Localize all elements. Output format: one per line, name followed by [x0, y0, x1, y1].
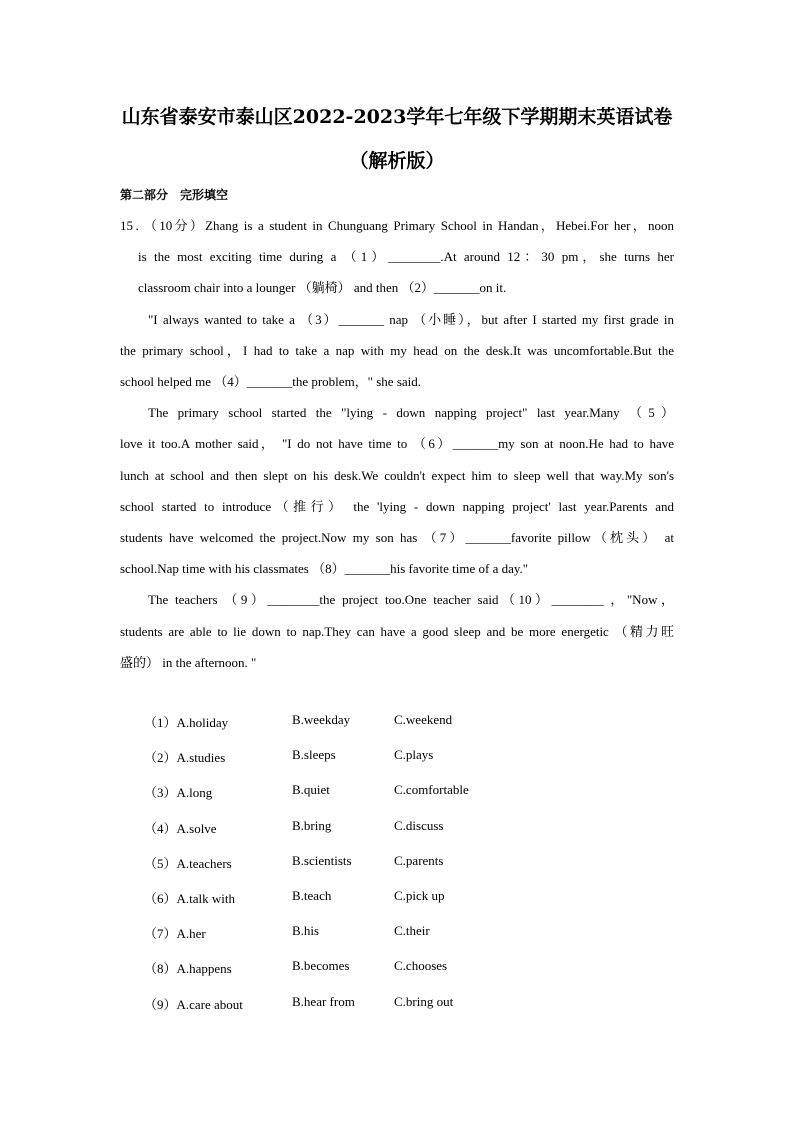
passage-line: 盛的） in the afternoon. ": [120, 654, 257, 670]
passage-line: school.Nap time with his classmates （8）_______his favorite time of a day.": [120, 561, 529, 577]
option-c: C.their: [394, 923, 430, 939]
option-b: B.sleeps: [292, 747, 336, 763]
answer-options: [144, 712, 544, 1029]
option-c: C.weekend: [394, 712, 453, 727]
passage-line: is the most exciting time during a （1）________.At around 12：30 pm，she turns her: [138, 249, 674, 265]
option-row: [144, 782, 544, 817]
passage-line: students have welcomed the project.Now my son has （7）_______favorite pillow（枕头） at: [120, 530, 674, 546]
passage-line: The teachers （9）________the project too.One teacher said（10）________ ，"Now，: [148, 592, 674, 608]
option-row: [144, 818, 544, 853]
option-c: C.chooses: [394, 958, 448, 974]
option-row: [144, 853, 544, 888]
cloze-passage: [120, 210, 674, 678]
option-b: B.teach: [292, 887, 332, 903]
option-c: C.comfortable: [394, 782, 469, 798]
passage-line: love it too.A mother said， "I do not have time to （6）_______my son at noon.He had to have: [120, 436, 674, 452]
option-row: [144, 712, 544, 747]
page-title: 山东省泰安市泰山区2022-2023学年七年级下学期期末英语试卷: [121, 106, 673, 128]
option-a: （8）A.happens: [144, 961, 232, 977]
passage-line: lunch at school and then slept on his desk.We couldn't expect him to sleep well that way.My son's: [120, 467, 674, 483]
option-b: B.his: [292, 923, 320, 939]
passage-line: 15．（10分）Zhang is a student in Chunguang Primary School in Handan，Hebei.For her，noon: [120, 218, 674, 233]
option-a: （7）A.her: [144, 926, 206, 942]
option-c: C.pick up: [394, 887, 445, 903]
option-b: B.quiet: [292, 782, 330, 798]
option-b: B.bring: [292, 817, 332, 833]
option-b: B.scientists: [292, 852, 352, 868]
option-b: B.weekday: [292, 712, 351, 727]
option-a: （1）A.holiday: [144, 715, 229, 730]
option-c: C.plays: [394, 747, 434, 763]
option-a: （5）A.teachers: [144, 855, 232, 871]
passage-line: classroom chair into a lounger （躺椅） and then （2）_______on it.: [138, 280, 507, 296]
option-a: （9）A.care about: [144, 996, 243, 1012]
passage-line: school helped me （4）_______the problem，" she said.: [120, 374, 422, 390]
option-row: [144, 888, 544, 923]
option-c: C.parents: [394, 852, 444, 868]
option-a: （4）A.solve: [144, 820, 217, 836]
option-row: [144, 923, 544, 958]
option-c: C.bring out: [394, 993, 454, 1009]
option-a: （3）A.long: [144, 785, 213, 801]
option-a: （2）A.studies: [144, 750, 226, 766]
option-a: （6）A.talk with: [144, 890, 235, 906]
option-b: B.hear from: [292, 993, 355, 1009]
page-subtitle: （解析版）: [349, 150, 445, 172]
option-row: [144, 994, 544, 1029]
passage-line: "I always wanted to take a （3）_______ nap （小睡），but after I started my first grade in: [148, 311, 674, 327]
option-row: [144, 747, 544, 782]
passage-line: The primary school started the "lying - down napping project" last year.Many （5）: [148, 405, 674, 421]
option-c: C.discuss: [394, 817, 444, 833]
section-heading: 第二部分 完形填空: [120, 188, 229, 202]
passage-line: school started to introduce（推行） the 'lying - down napping project' last year.Parents and: [120, 498, 674, 514]
option-row: [144, 958, 544, 993]
option-b: B.becomes: [292, 958, 350, 974]
passage-line: students are able to lie down to nap.They can have a good sleep and be more energetic （精力旺: [120, 623, 674, 639]
passage-line: the primary school，I had to take a nap with my head on the desk.It was uncomfortable.But the: [120, 342, 674, 358]
